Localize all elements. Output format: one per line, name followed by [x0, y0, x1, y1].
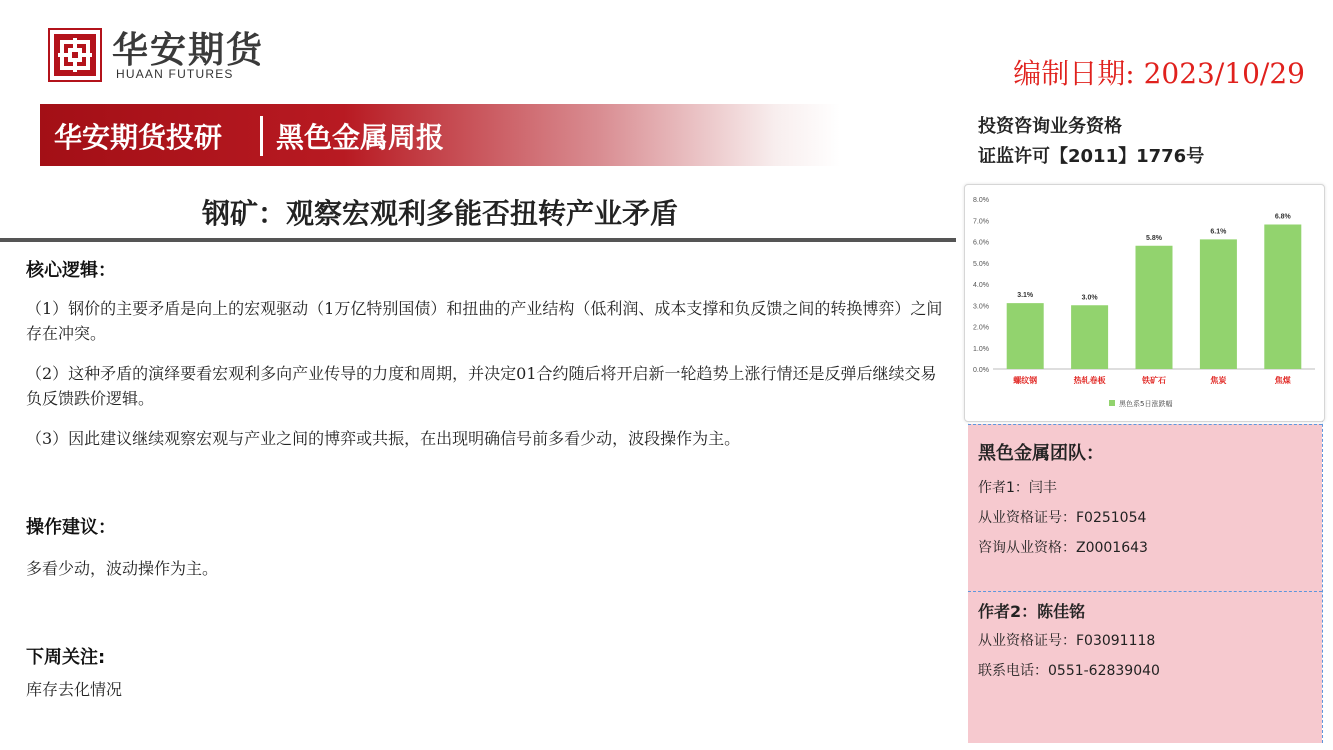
y-tick-label: 5.0%: [973, 260, 989, 268]
report-banner: [40, 104, 840, 166]
bar: [1264, 225, 1301, 370]
advice-text: 多看少动，波动操作为主。: [26, 559, 219, 578]
y-tick-label: 1.0%: [973, 345, 989, 353]
bar-data-label: 6.1%: [1210, 228, 1227, 236]
x-category-label: 焦煤: [1274, 376, 1291, 385]
x-category-label: 螺纹钢: [1013, 376, 1038, 385]
license-number: 证监许可【2011】1776号: [978, 146, 1205, 167]
logo-text-cn: 华安期货: [112, 29, 265, 71]
bar-data-label: 3.0%: [1081, 294, 1098, 302]
bar: [1200, 239, 1237, 369]
next-week-text: 库存去化情况: [26, 680, 123, 699]
author2-cert: 从业资格证号：F03091118: [978, 633, 1156, 649]
logo-text-en: HUAAN FUTURES: [116, 67, 234, 81]
y-tick-label: 6.0%: [973, 239, 989, 247]
y-tick-label: 3.0%: [973, 303, 989, 311]
bar: [1136, 246, 1173, 369]
core-logic-heading: 核心逻辑：: [26, 260, 116, 281]
author2-phone: 联系电话：0551-62839040: [978, 663, 1160, 679]
next-week-heading: 下周关注:: [26, 647, 106, 668]
report-title: 钢矿：观察宏观利多能否扭转产业矛盾: [201, 197, 678, 230]
core-logic-point-1: （1）钢价的主要矛盾是向上的宏观驱动（1万亿特别国债）和扭曲的产业结构（低利润、成本支撑和负反馈之间的转换博弈）之间存在冲突。: [26, 299, 943, 343]
legend-swatch: [1109, 400, 1115, 406]
y-tick-label: 4.0%: [973, 282, 989, 289]
banner-report-type: 黑色金属周报: [276, 121, 445, 154]
team-divider: [968, 591, 1322, 592]
x-category-label: 焦炭: [1210, 376, 1227, 385]
core-logic-point-2: （2）这种矛盾的演绎要看宏观利多向产业传导的力度和周期，并决定01合约随后将开启新一轮趋势上涨行情还是反弹后继续交易负反馈跌价逻辑。: [26, 364, 937, 408]
bar: [1071, 305, 1108, 369]
bar-data-label: 5.8%: [1146, 234, 1162, 242]
y-tick-label: 0.0%: [973, 367, 989, 374]
team-heading: 黑色金属团队：: [978, 443, 1104, 464]
legend-label: 黑色系5日涨跌幅: [1119, 400, 1173, 408]
x-category-label: 热轧卷板: [1073, 376, 1106, 385]
banner-separator: [260, 116, 263, 156]
chart-canvas: [965, 185, 1324, 421]
logo-icon: [48, 28, 102, 82]
advice-heading: 操作建议：: [26, 517, 116, 538]
author1-consult: 咨询从业资格：Z0001643: [978, 540, 1148, 556]
bar-data-label: 6.8%: [1274, 213, 1291, 221]
author1-cert: 从业资格证号：F0251054: [978, 510, 1147, 526]
license-title: 投资咨询业务资格: [978, 116, 1122, 137]
bar-data-label: 3.1%: [1017, 292, 1034, 300]
team-panel: [968, 424, 1322, 743]
title-divider: [0, 238, 956, 242]
report-date: 编制日期: 2023/10/29: [1013, 57, 1305, 90]
y-tick-label: 8.0%: [973, 197, 989, 204]
y-tick-label: 7.0%: [973, 218, 989, 226]
x-category-label: 铁矿石: [1142, 376, 1166, 385]
core-logic-point-3: （3）因此建议继续观察宏观与产业之间的博弈或共振，在出现明确信号前多看少动，波段操作为主。: [26, 429, 741, 448]
author2-name: 作者2：陈佳铭: [978, 602, 1086, 621]
bar: [1007, 303, 1044, 369]
author1-name: 作者1：闫丰: [978, 480, 1057, 496]
y-tick-label: 2.0%: [973, 324, 989, 332]
weekly-change-chart: [964, 184, 1325, 422]
banner-org: 华安期货投研: [54, 121, 223, 154]
